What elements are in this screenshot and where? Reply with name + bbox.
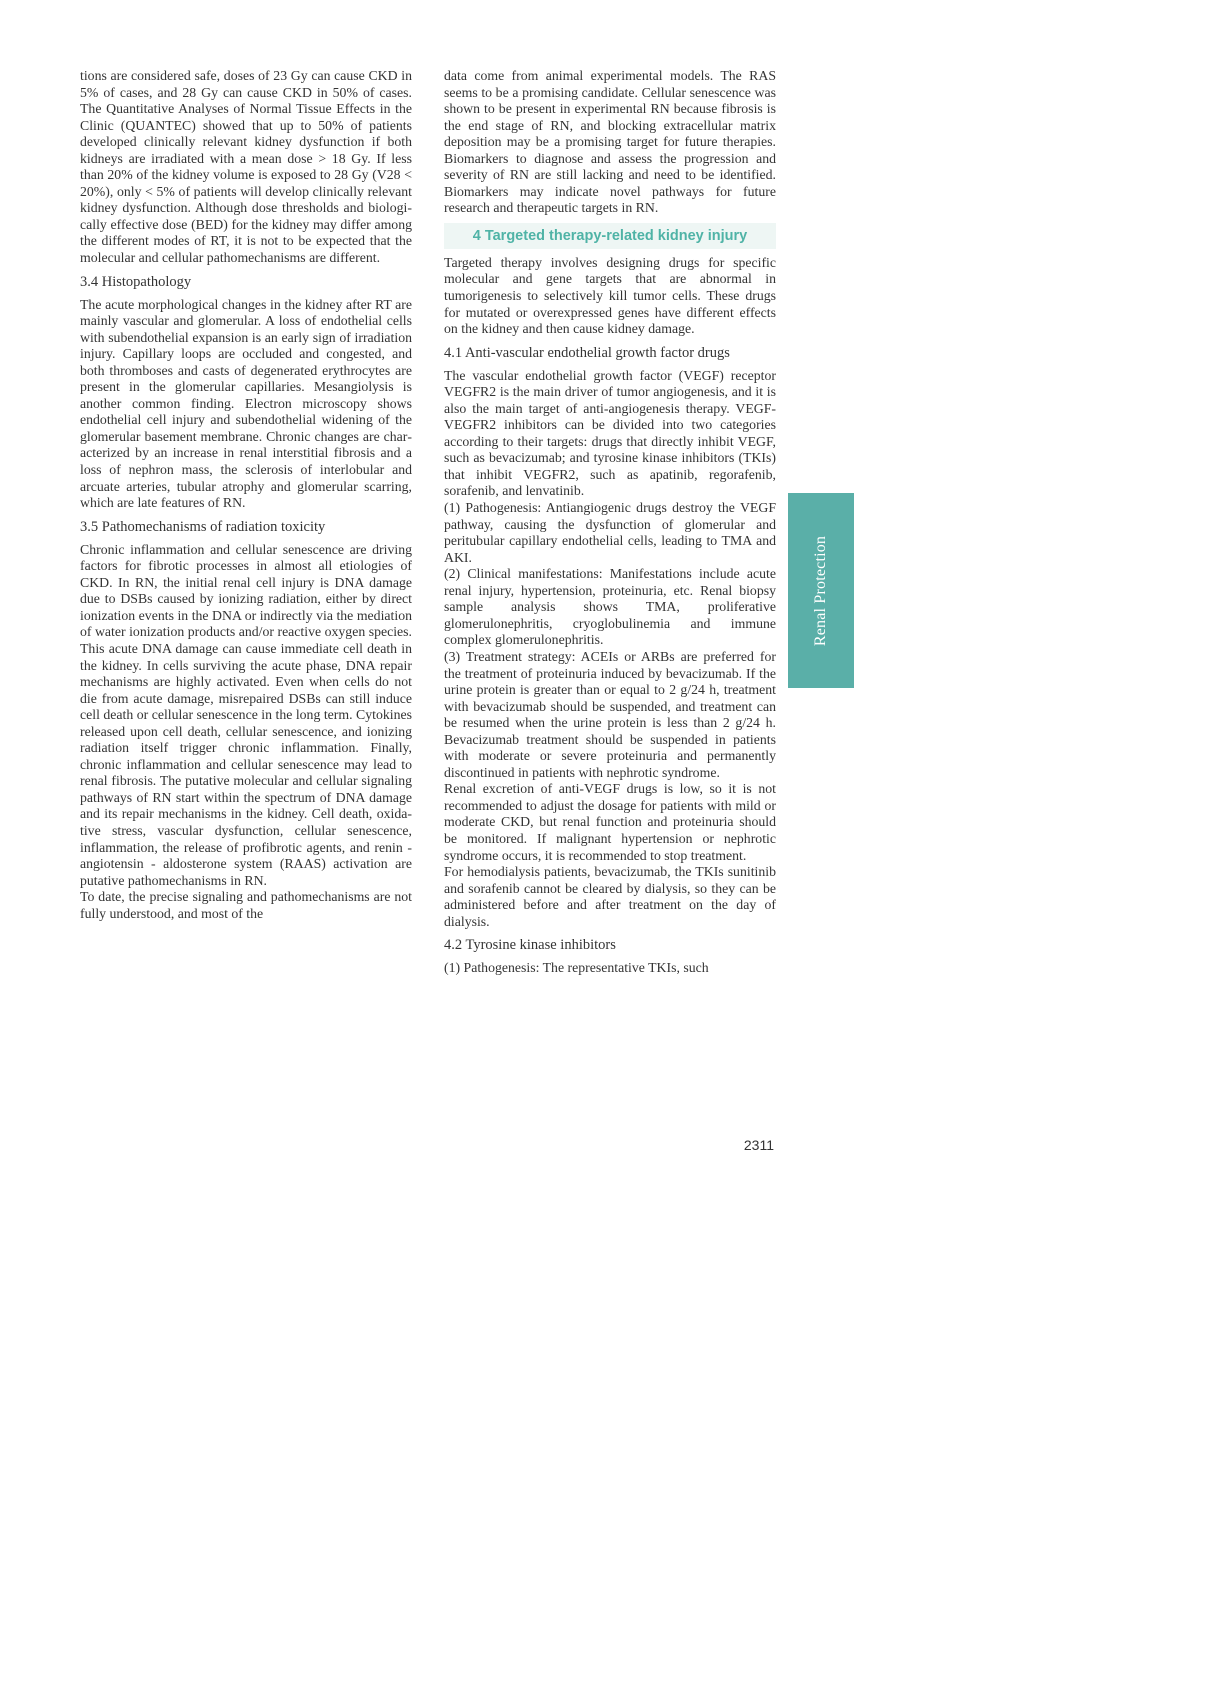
paragraph-treatment-strategy-3: (3) Treatment strategy: ACEIs or ARBs are preferred for the treatment of proteinuria induced by bevacizumab. If the urine protein is greater than or equal to 2 g/24 h, treatment with bevacizumab should be suspended, and treatment can be resumed when the urine protein is less than 2 g/24 h. Bevacizumab treatment should be suspended in patients with moderate or severe proteinuria and permanently discontinued in patients with nephrotic syndrome. (444, 648, 776, 780)
paragraph-pathogenesis-1: (1) Pathogenesis: Antiangiogenic drugs destroy the VEGF pathway, causing the dysfunction of glomerular and peritubular capillary endothelial cells, leading to TMA and AKI. (444, 500, 776, 565)
paragraph-vegf: The vascular endothelial growth factor (VEGF) receptor VEGFR2 is the main driver of tumor angiogenesis, and it is also the main target of anti-angiogenesis therapy. VEGF-VEGFR2 inhibitors can be divided into two categories according to their targets: drugs that directly inhibit VEGF, such as bevacizumab; and tyrosine kinase inhibitors (TKIs) that inhibit VEGFR2, such as apatinib, regorafenib, sorafenib, and lenvatinib. (444, 367, 776, 499)
heading-4-2-tki: 4.2 Tyrosine kinase inhibitors (444, 937, 616, 954)
paragraph-histopathology: The acute morphological changes in the kidney after RT are mainly vascular and glomerular. A loss of endothelial cells with subendothelial expansion is an early sign of irradiation injury. Capillary loops are occluded and congested, and both thromboses and casts of degenerated erythrocytes are present in the glomerular capillaries. Mesangiolysis is another common finding. Electron microscopy shows endothelial cell injury and subendothelial widening of the glomerular basement membrane. Chronic changes are characterized by an increase in renal interstitial fibrosis and a loss of nephron mass, the sclerosis of interlobular and arcuate arteries, tubular atrophy and glomerular scarring, which are late features of RN. (80, 296, 412, 511)
heading-3-4-histopathology: 3.4 Histopathology (80, 273, 192, 290)
page-number: 2311 (743, 1137, 774, 1153)
paragraph-targeted-therapy: Targeted therapy involves designing drugs for specific molecular and gene targets that are abnormal in tumorigenesis to selectively kill tumor cells. These drugs for mutated or overexpressed genes have different effects on the kidney and then cause kidney damage. (444, 254, 776, 337)
heading-3-5-pathomechanisms: 3.5 Pathomechanisms of radiation toxicity (80, 518, 326, 535)
right-column (444, 68, 776, 977)
paragraph-animal-models: data come from animal experimental models. The RAS seems to be a promising candidate. Cellular senescence was shown to be present in experimental RN because fibrosis is the end stage of RN, and blocking extracellular matrix deposition may be a promising target for future therapies. Biomarkers to diagnose and assess the progression and severity of RN are still lacking and need to be identified. Biomarkers may indicate novel pathways for future research and therapeutic targets in RN. (444, 68, 776, 216)
paragraph-renal-excretion: Renal excretion of anti-VEGF drugs is low, so it is not recommended to adjust the dosage for patients with mild or moderate CKD, but renal function and proteinuria should be monitored. If malignant hypertension or nephrotic syndrome occurs, it is recommended to stop treatment. (444, 781, 776, 863)
side-tab-label: Renal Protection (812, 535, 830, 646)
paragraph-tki-pathogenesis: (1) Pathogenesis: The representative TKIs, such (444, 960, 709, 976)
side-tab-renal-protection (788, 493, 854, 688)
paragraph-to-date: To date, the precise signaling and pathomechanisms are not fully understood, and most of the (80, 889, 412, 921)
heading-4-1-anti-vegf: 4.1 Anti-vascular endothelial growth factor drugs (444, 344, 730, 361)
left-column (80, 68, 412, 922)
paragraph-hemodialysis: For hemodialysis patients, bevacizumab, the TKIs sunitinib and sorafenib cannot be cleared by dialysis, so they can be administered before and after treatment on the day of dialysis. (444, 864, 776, 929)
paragraph-dose-thresholds: tions are considered safe, doses of 23 Gy can cause CKD in 5% of cases, and 28 Gy can cause CKD in 50% of cases. The Quantitative Analyses of Normal Tissue Effects in the Clinic (QUANTEC) showed that up to 50% of patients developed clinically relevant kidney dysfunction if both kidneys are irradiated with a mean dose > 18 Gy. If less than 20% of the kidney volume is exposed to 28 Gy (V28 < 20%), only < 5% of patients will develop clinically relevant kidney dysfunction. Although dose thresholds and biologically effective dose (BED) for the kidney may differ among the different modes of RT, it is not to be expected that the molecular and cellular pathomechanisms are different. (80, 68, 412, 266)
paragraph-clinical-manifestations-2: (2) Clinical manifestations: Manifestations include acute renal injury, hypertension, proteinuria, etc. Renal biopsy sample analysis shows TMA, proliferative glomerulonephritis, cryoglobulinemia and immune complex glomerulonephritis. (444, 566, 776, 648)
paragraph-pathomechanisms: Chronic inflammation and cellular senescence are driving factors for fibrotic processes in almost all etiologies of CKD. In RN, the initial renal cell injury is DNA damage due to DSBs caused by ionizing radiation, either by direct ionization events in the DNA or indirectly via the mediation of water ionization products and/or reactive oxygen species. This acute DNA damage can cause immediate cell death in the kidney. In cells surviving the acute phase, DNA repair mechanisms are highly activated. Even when cells do not die from acute damage, misrepaired DSBs can still induce cell death or cellular senescence in the long term. Cytokines released upon cell death, cellular senescence, and ionizing radiation itself trigger chronic inflammation. Finally, chronic inflammation and cellular senescence may lead to renal fibrosis. The putative molecular and cellular signaling pathways of RN start within the spectrum of DNA damage and its repair mechanisms in the kidney. Cell death, oxidative stress, vascular dysfunction, cellular senescence, inflammation, the release of profibrotic agents, and renin - angiotensin - aldosterone system (RAAS) activation are putative pathomechanisms in RN. (80, 541, 412, 888)
section-heading-4-targeted-therapy: 4 Targeted therapy-related kidney injury (444, 223, 776, 249)
